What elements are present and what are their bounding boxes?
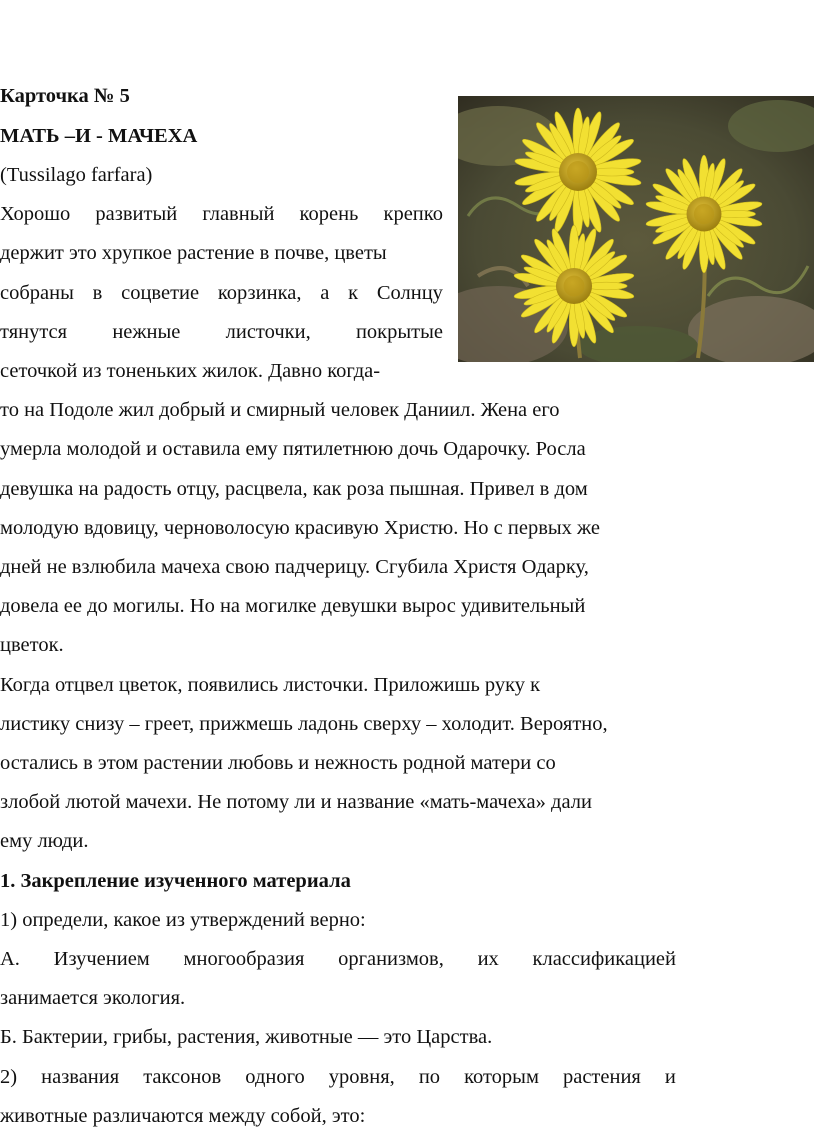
word: и (664, 1066, 676, 1088)
latin-name: (Tussilago farfara) (0, 164, 153, 186)
word: листочки, (225, 321, 311, 343)
story-line: довела ее до могилы. Но на могилке девушки вырос удивительный (0, 595, 586, 617)
story-line (0, 322, 443, 343)
word: Хорошо (0, 203, 71, 225)
story-line: умерла молодой и оставила ему пятилетнюю дочь Одарочку. Росла (0, 438, 586, 460)
story-line (0, 204, 443, 225)
story-line: сеточкой из тоненьких жилок. Давно когда- (0, 360, 381, 382)
word: главный (202, 203, 275, 225)
story-line: молодую вдовицу, черноволосую красивую Христю. Но с первых же (0, 517, 601, 539)
word: Изучением (53, 948, 150, 970)
story-line: злобой лютой мачехи. Не потому ли и название «мать-мачеха» дали (0, 791, 592, 813)
word: растения (562, 1066, 641, 1088)
word: соцветие (121, 282, 200, 304)
word: покрытые (355, 321, 443, 343)
story-line: девушка на радость отцу, расцвела, как роза пышная. Привел в дом (0, 478, 588, 500)
word: крепко (383, 203, 443, 225)
word: А. (0, 948, 20, 970)
word: корзинка, (217, 282, 302, 304)
story-line: ему люди. (0, 830, 89, 852)
story-line: Когда отцвел цветок, появились листочки. Приложишь руку к (0, 674, 541, 696)
word: классификацией (532, 948, 676, 970)
plant-name: МАТЬ –И - МАЧЕХА (0, 125, 198, 147)
word: нежные (112, 321, 181, 343)
story-line: дней не взлюбила мачеха свою падчерицу. Сгубила Христя Одарку, (0, 556, 589, 578)
question-line: Б. Бактерии, грибы, растения, животные — это Царства. (0, 1026, 493, 1048)
word: Солнцу (376, 282, 443, 304)
word: одного (245, 1066, 305, 1088)
story-line: остались в этом растении любовь и нежность родной матери со (0, 752, 556, 774)
word: в (92, 282, 103, 304)
word: развитый (95, 203, 178, 225)
story-line: листику снизу – греет, прижмешь ладонь сверху – холодит. Вероятно, (0, 713, 608, 735)
word: по (418, 1066, 441, 1088)
word: названия (41, 1066, 120, 1088)
question-line (0, 1067, 676, 1088)
word: многообразия (183, 948, 305, 970)
question-line: 1) определи, какое из утверждений верно: (0, 909, 366, 931)
word: корень (299, 203, 359, 225)
question-line: занимается экология. (0, 987, 186, 1009)
word: а (320, 282, 330, 304)
word: таксонов (143, 1066, 222, 1088)
section-heading: 1. Закрепление изученного материала (0, 870, 351, 892)
word: собраны (0, 282, 74, 304)
word: организмов, (338, 948, 444, 970)
word: их (477, 948, 499, 970)
question-line: животные различаются между собой, это: (0, 1105, 366, 1127)
word: 2) (0, 1066, 18, 1088)
story-line (0, 283, 443, 304)
card-title: Карточка № 5 (0, 85, 130, 107)
story-line: то на Подоле жил добрый и смирный человек Даниил. Жена его (0, 399, 560, 421)
word: к (348, 282, 359, 304)
word: тянутся (0, 321, 68, 343)
word: уровня, (328, 1066, 395, 1088)
story-line: цветок. (0, 634, 64, 656)
word: которым (464, 1066, 539, 1088)
coltsfoot-photo (458, 96, 814, 362)
question-line (0, 949, 676, 970)
story-line: держит это хрупкое растение в почве, цветы (0, 242, 387, 264)
